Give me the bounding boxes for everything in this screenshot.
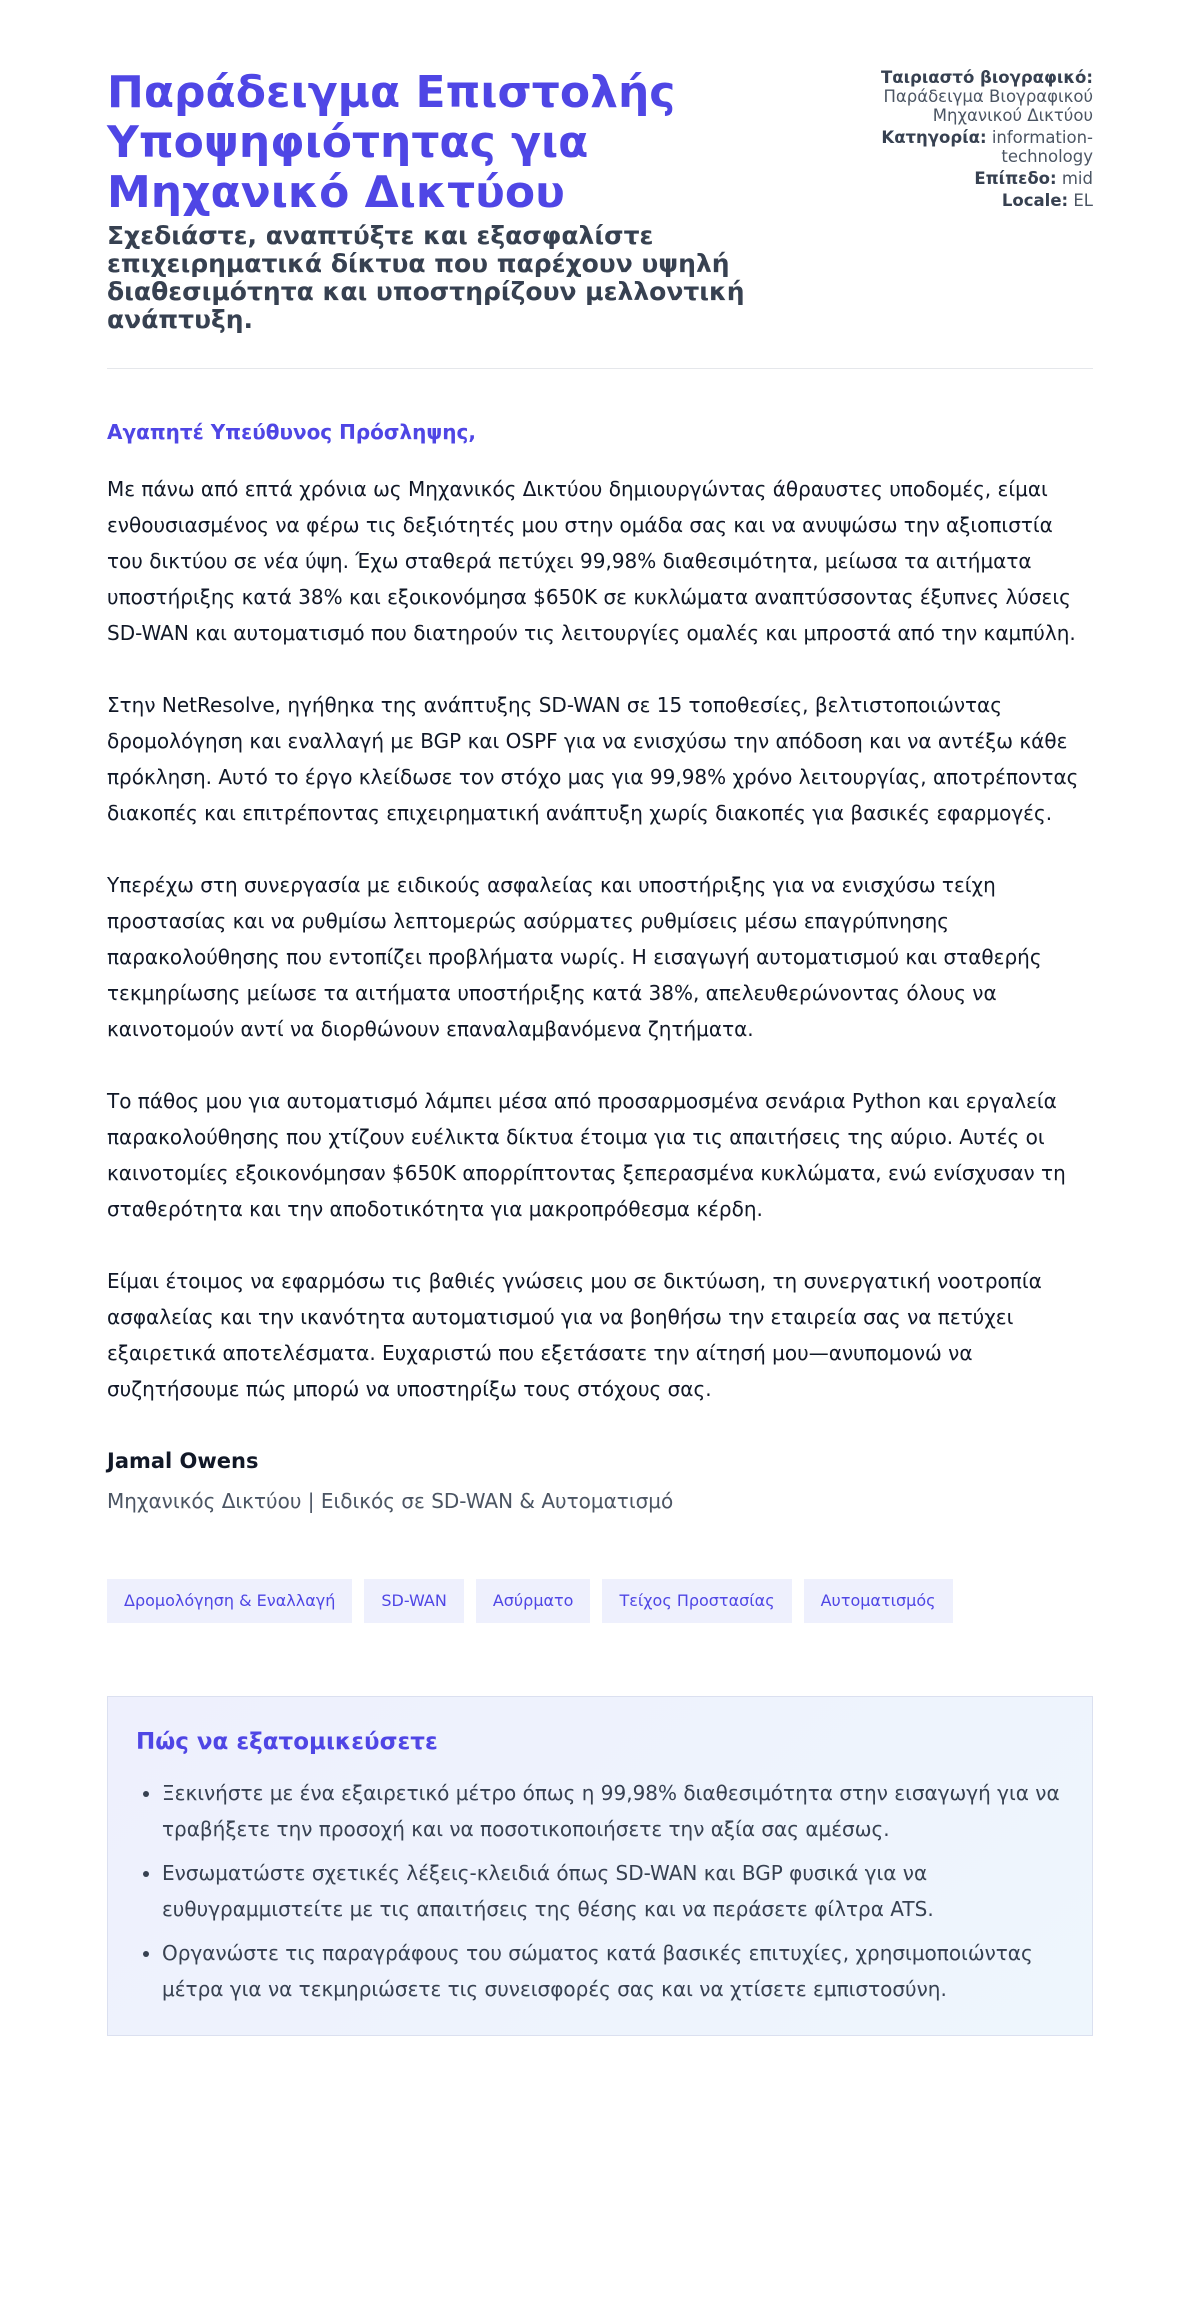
letter-body <box>107 471 1093 1407</box>
body-paragraph: Υπερέχω στη συνεργασία με ειδικούς ασφαλείας και υποστήριξης για να ενισχύσω τείχη προστασίας και να ρυθμίσω λεπτομερώς ασύρματες ρυθμίσεις μέσω επαγρύπνησης παρακολούθησης που εντοπίζει προβλήματα νωρίς. Η εισαγωγή αυτοματισμού και σταθερής τεκμηρίωσης μείωσε τα αιτήματα υποστήριξης κατά 38%, απελευθερώνοντας όλους να καινοτομούν αντί να διορθώνουν επαναλαμβανόμενα ζητήματα. <box>107 873 1042 1041</box>
page-title: Παράδειγμα Επιστολής Υποψηφιότητας για Μηχανικό Δικτύου <box>107 67 676 218</box>
body-paragraph: Στην NetResolve, ηγήθηκα της ανάπτυξης SD-WAN σε 15 τοποθεσίες, βελτιστοποιώντας δρομολόγηση και εναλλαγή με BGP και OSPF για να ενισχύσω την απόδοση και να αντέξω κάθε πρόκληση. Αυτό το έργο κλείδωσε τον στόχο μας για 99,98% χρόνο λειτουργίας, αποτρέποντας διακοπές και επιτρέποντας επιχειρηματική ανάπτυξη χωρίς διακοπές για βασικές εφαρμογές. <box>107 693 1079 825</box>
tip-item: • Οργανώστε τις παραγράφους του σώματος κατά βασικές επιτυχίες, χρησιμοποιώντας μέτρα για να τεκμηριώσετε τις συνεισφορές σας και να χτίσετε εμπιστοσύνη. <box>162 1935 1062 2007</box>
meta-resume <box>804 68 1093 125</box>
tip-item: • Ξεκινήστε με ένα εξαιρετικό μέτρο όπως η 99,98% διαθεσιμότητα στην εισαγωγή για να τραβήξετε την προσοχή και να ποσοτικοποιήσετε την αξία σας αμέσως. <box>162 1775 1062 1847</box>
meta-level-value: mid <box>1061 169 1093 188</box>
signature <box>107 1447 1093 1515</box>
meta-category-value: information-technology <box>991 128 1093 166</box>
meta-category <box>804 128 1093 166</box>
meta-level <box>804 169 1093 188</box>
skill-tag: Τείχος Προστασίας <box>602 1579 791 1623</box>
header-divider <box>107 368 1093 369</box>
page-subtitle: Σχεδιάστε, αναπτύξτε και εξασφαλίστε επιχειρηματικά δίκτυα που παρέχουν υψηλή διαθεσιμότητα και υποστηρίζουν μελλοντική ανάπτυξη. <box>107 221 745 334</box>
signature-role: Μηχανικός Δικτύου | Ειδικός σε SD-WAN & Αυτοματισμό <box>107 1489 674 1513</box>
salutation: Αγαπητέ Υπεύθυνος Πρόσληψης, <box>107 420 476 444</box>
skill-tags <box>107 1579 1093 1623</box>
tip-item: • Ενσωματώστε σχετικές λέξεις-κλειδιά όπως SD-WAN και BGP φυσικά για να ευθυγραμμιστείτε με τις απαιτήσεις της θέσης και να περάσετε φίλτρα ATS. <box>162 1855 1062 1927</box>
skill-tag: SD-WAN <box>364 1579 463 1623</box>
meta-panel <box>804 68 1093 213</box>
header-left <box>107 68 804 334</box>
body-paragraph: Με πάνω από επτά χρόνια ως Μηχανικός Δικτύου δημιουργώντας άθραυστες υποδομές, είμαι ενθουσιασμένος να φέρω τις δεξιότητές μου στην ομάδα σας και να ανυψώσω την αξιοπιστία του δικτύου σε νέα ύψη. Έχω σταθερά πετύχει 99,98% διαθεσιμότητα, μείωσα τα αιτήματα υποστήριξης κατά 38% και εξοικονόμησα $650K σε κυκλώματα αναπτύσσοντας έξυπνες λύσεις SD-WAN και αυτοματισμό που διατηρούν τις λειτουργίες ομαλές και μπροστά από την καμπύλη. <box>107 477 1076 645</box>
skill-tag: Αυτοματισμός <box>804 1579 953 1623</box>
meta-resume-value: Παράδειγμα Βιογραφικού Μηχανικού Δικτύου <box>883 87 1093 125</box>
page-content <box>107 68 1093 2036</box>
body-paragraph: Το πάθος μου για αυτοματισμό λάμπει μέσα από προσαρμοσμένα σενάρια Python και εργαλεία παρακολούθησης που χτίζουν ευέλικτα δίκτυα έτοιμα για τις απαιτήσεις της αύριο. Αυτές οι καινοτομίες εξοικονόμησαν $650K απορρίπτοντας ξεπερασμένα κυκλώματα, ενώ ενίσχυσαν τη σταθερότητα και την αποδοτικότητα για μακροπρόθεσμα κέρδη. <box>107 1089 1066 1221</box>
tips-title: Πώς να εξατομικεύσετε <box>136 1729 438 1755</box>
tips-list <box>136 1775 1062 2007</box>
meta-resume-label: Ταιριαστό βιογραφικό: <box>880 68 1093 87</box>
meta-locale-value: EL <box>1073 191 1093 210</box>
meta-locale <box>804 191 1093 210</box>
skill-tag: Ασύρματο <box>476 1579 591 1623</box>
body-paragraph: Είμαι έτοιμος να εφαρμόσω τις βαθιές γνώσεις μου σε δικτύωση, τη συνεργατική νοοτροπία ασφαλείας και την ικανότητα αυτοματισμού για να βοηθήσω την εταιρεία σας να πετύχει εξαιρετικά αποτελέσματα. Ευχαριστώ που εξετάσατε την αίτησή μου—ανυπομονώ να συζητήσουμε πώς μπορώ να υποστηρίξω τους στόχους σας. <box>107 1269 1042 1401</box>
customization-tips-box <box>107 1696 1093 2036</box>
header <box>107 68 1093 334</box>
meta-category-label: Κατηγορία: <box>881 128 987 147</box>
skill-tag: Δρομολόγηση & Εναλλαγή <box>107 1579 352 1623</box>
meta-locale-label: Locale: <box>1001 191 1069 210</box>
meta-level-label: Επίπεδο: <box>974 169 1057 188</box>
signature-name: Jamal Owens <box>107 1449 259 1473</box>
